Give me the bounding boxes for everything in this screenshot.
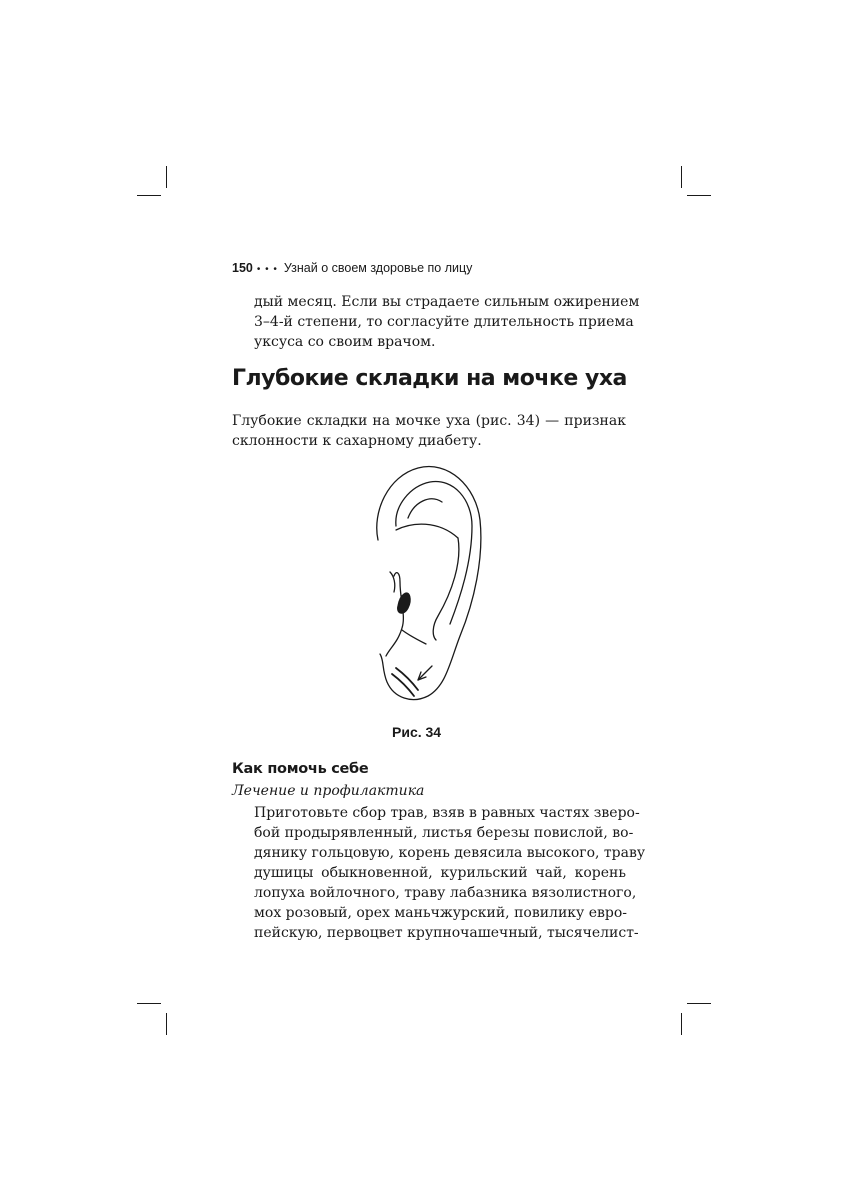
section-line: склонности к сахарному диабету. — [232, 433, 482, 449]
crop-mark-top-left-vertical — [166, 166, 167, 188]
figure-caption: Рис. 34 — [392, 724, 442, 740]
crop-mark-bottom-left-vertical — [166, 1013, 167, 1035]
crop-mark-bottom-left-horizontal — [137, 1003, 161, 1004]
running-title: Узнай о своем здоровье по лицу — [283, 261, 473, 275]
intro-line: 3–4-й степени, то согласуйте длительность приема — [254, 314, 634, 330]
italic-subheading: Лечение и профилактика — [232, 783, 425, 799]
recipe-line: мох розовый, орех маньчжурский, повилику евро- — [254, 905, 627, 921]
intro-paragraph — [254, 292, 640, 352]
subheading: Как помочь себе — [232, 761, 369, 777]
page-number: 150 — [232, 261, 253, 275]
section-paragraph — [232, 411, 626, 451]
crop-mark-top-right-vertical — [681, 166, 682, 188]
crop-mark-top-right-horizontal — [687, 195, 711, 196]
section-heading: Глубокие складки на мочке уха — [232, 366, 627, 391]
crop-mark-top-left-horizontal — [137, 195, 161, 196]
crop-mark-bottom-right-vertical — [681, 1013, 682, 1035]
recipe-line: бой продырявленный, листья березы повислой, во- — [254, 825, 634, 841]
recipe-line: Приготовьте сбор трав, взяв в равных частях зверо- — [254, 805, 640, 821]
intro-line: дый месяц. Если вы страдаете сильным ожирением — [254, 294, 640, 310]
intro-line: уксуса со своим врачом. — [254, 334, 436, 350]
recipe-line: дянику гольцовую, корень девясила высокого, траву — [254, 845, 646, 861]
ear-figure — [366, 460, 486, 710]
section-line: Глубокие складки на мочке уха (рис. 34) — признак — [232, 413, 626, 429]
ear-illustration-icon — [366, 460, 486, 710]
header-separator: • • • — [256, 264, 278, 275]
recipe-line: пейскую, первоцвет крупночашечный, тысячелист- — [254, 925, 639, 941]
recipe-paragraph — [254, 803, 646, 943]
recipe-line: душицы обыкновенной, курильский чай, корень — [254, 865, 626, 881]
recipe-line: лопуха войлочного, траву лабазника вязолистного, — [254, 885, 637, 901]
crop-mark-bottom-right-horizontal — [687, 1003, 711, 1004]
running-header — [232, 261, 472, 275]
